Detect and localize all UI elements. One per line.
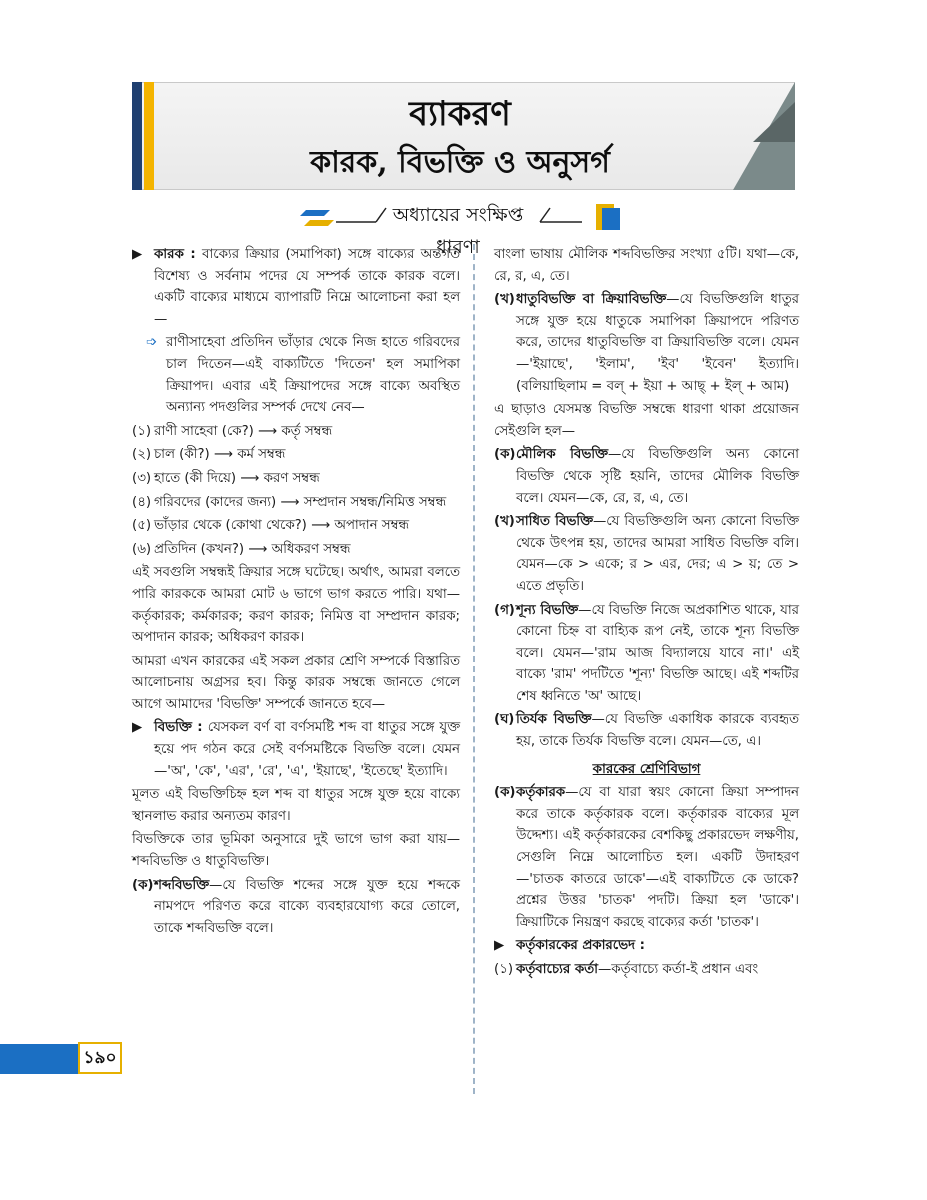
right-column [494, 244, 799, 983]
list-item: (৫) ভাঁড়ার থেকে (কোথা থেকে?) ⟶ অপাদান সম্বন্ধ [132, 518, 409, 534]
page-number: ১৯০ [78, 1042, 122, 1074]
tiryak-bibhakti: (ঘ) তির্যক বিভক্তি—যে বিভক্তি একাধিক কারকে ব্যবহৃত হয়, তাকে তির্যক বিভক্তি বলে। যেমন—তে, এ। [494, 712, 799, 750]
summary-label: অধ্যায়ের সংক্ষিপ্ত ধারণা [392, 204, 524, 258]
bibhakti-note: মূলত এই বিভক্তিচিহ্ন হল শব্দ বা ধাতুর সঙ্গে যুক্ত হয়ে বাক্যে স্থানলাভ করার অন্যতম কারণ। [132, 787, 460, 824]
shabda-bibhakti: (ক) শব্দবিভক্তি—যে বিভক্তি শব্দের সঙ্গে যুক্ত হয়ে শব্দকে নামপদে পরিণত করে বাক্যে ব্যবহারযোগ্য করে তোলে, তাকে শব্দবিভক্তি বলে। [132, 877, 460, 936]
moulik-count: বাংলা ভাষায় মৌলিক শব্দবিভক্তির সংখ্যা ৫টি। যথা—কে, রে, র, এ, তে। [494, 247, 799, 284]
moulik-bibhakti: (ক) মৌলিক বিভক্তি—যে বিভক্তিগুলি অন্য কোনো বিভক্তি থেকে সৃষ্টি হয়নি, তাদের মৌলিক বিভক্তি বলে। যেমন—কে, রে, র, এ, তে। [494, 447, 799, 506]
kartri-types-heading: ▶ কর্তৃকারকের প্রকারভেদ : [494, 935, 799, 957]
bibhakti-definition: ▶ বিভক্তি : যেসকল বর্ণ বা বর্ণসমষ্টি শব্দ বা ধাতুর সঙ্গে যুক্ত হয়ে পদ গঠন করে সেই বর্ণসমষ্টিকে বিভক্তি বলে। যেমন—'অ', 'কে', 'এর', 'রে', 'এ', 'ইয়াছে', 'ইতেছে' ইত্যাদি। [132, 717, 460, 782]
list-item: (৬) প্রতিদিন (কখন?) ⟶ অধিকরণ সম্বন্ধ [132, 541, 351, 557]
header-navy-bar [132, 82, 142, 190]
karak-count-paragraph: এই সবগুলি সম্বন্ধই ক্রিয়ার সঙ্গে ঘটেছে। অর্থাৎ, আমরা বলতে পারি কারককে আমরা মোট ৬ ভাগে ভাগ করতে পারি। যথা—কর্তৃকারক; কর্মকারক; করণ কারক; নিমিত্ত বা সম্প্রদান কারক; অপাদান কারক; অধিকরণ কারক। [132, 565, 460, 646]
transition-paragraph: আমরা এখন কারকের এই সকল প্রকার শ্রেণি সম্পর্কে বিস্তারিত আলোচনায় অগ্রসর হব। কিন্তু কারক সম্বন্ধে জানতে গেলে আগে আমাদের 'বিভক্তি' সম্পর্কে জানতে হবে— [132, 653, 460, 712]
kartri-karak: (ক) কর্তৃকারক—যে বা যারা স্বয়ং কোনো ক্রিয়া সম্পাদন করে তাকে কর্তৃকারক বলে। কর্তৃকারক বাক্যের মূল উদ্দেশ্য। এই কর্তৃকারকের বেশকিছু প্রকারভেদ লক্ষণীয়, সেগুলি নিম্নে আলোচিত হল। একটি উদাহরণ—'চাতক কাতরে ডাকে'—এই বাক্যটিতে কে ডাকে? প্রশ্নের উত্তর 'চাতক' পদটি। ক্রিয়া হল 'ডাকে'। ক্রিয়াটিকে নিয়ন্ত্রণ করছে বাক্যের কর্তা 'চাতক'। [494, 785, 799, 930]
header-yellow-bar [144, 82, 154, 190]
list-item: (৪) গরিবদের (কাদের জন্য) ⟶ সম্প্রদান সম্বন্ধ/নিমিত্ত সম্বন্ধ [132, 494, 446, 510]
bullet-triangle-icon: ▶ [132, 247, 143, 262]
other-bibhakti-intro: এ ছাড়াও যেসমস্ত বিভক্তি সম্বন্ধে ধারণা থাকা প্রয়োজন সেইগুলি হল— [494, 402, 799, 439]
chapter-subtitle: কারক, বিভক্তি ও অনুসর্গ [310, 145, 610, 180]
header-corner-decoration [733, 82, 795, 190]
bibhakti-division: বিভক্তিকে তার ভূমিকা অনুসারে দুই ভাগে ভাগ করা যায়—শব্দবিভক্তি ও ধাতুবিভক্তি। [132, 832, 460, 870]
list-item: (১) রাণী সাহেবা (কে?) ⟶ কর্তৃ সম্বন্ধ [132, 423, 332, 439]
bullet-triangle-icon: ▶ [494, 938, 505, 954]
page-number-bar [0, 1044, 78, 1074]
example-paragraph: ➩ রাণীসাহেবা প্রতিদিন ভাঁড়ার থেকে নিজ হাতে গরিবদের চাল দিতেন—এই বাক্যটিতে 'দিতেন' হল সমাপিকা ক্রিয়াপদ। এবার এই ক্রিয়াপদের সঙ্গে বাক্যে অবস্থিত অন্যান্য পদগুলির সম্পর্ক দেখে নেব— [132, 332, 460, 418]
list-item: (২) চাল (কী?) ⟶ কর্ম সম্বন্ধ [132, 447, 286, 463]
list-item: (৩) হাতে (কী দিয়ে) ⟶ করণ সম্বন্ধ [132, 470, 320, 486]
pointer-icon: ➩ [146, 335, 158, 351]
karak-definition: ▶ কারক : বাক্যের ক্রিয়ার (সমাপিকা) সঙ্গে বাক্যের অন্তর্গত বিশেষ্য ও সর্বনাম পদের যে সম্পর্ক তাকে কারক বলে। একটি বাক্যের মাধ্যমে ব্যাপারটি নিম্নে আলোচনা করা হল— [132, 244, 460, 330]
shunya-bibhakti: (গ) শূন্য বিভক্তি—যে বিভক্তি নিজে অপ্রকাশিত থাকে, যার কোনো চিহ্ন বা বাহ্যিক রূপ নেই, তাকে শূন্য বিভক্তি বলে। যেমন—'রাম আজ বিদ্যালয়ে যাবে না।' এই বাক্যে 'রাম' পদটিতে 'শূন্য' বিভক্তি আছে। এই শব্দটির শেষ ধ্বনিতে 'অ' আছে। [494, 602, 800, 704]
sadhit-bibhakti: (খ) সাধিত বিভক্তি—যে বিভক্তিগুলি অন্য কোনো বিভক্তি থেকে উৎপন্ন হয়, তাদের আমরা সাধিত বিভক্তি বলি। যেমন—কে > একে; র > এর, দের; এ > য়; তে > এতে প্রভৃতি। [494, 514, 799, 594]
left-column [132, 244, 460, 941]
bullet-triangle-icon: ▶ [132, 720, 143, 736]
dhatu-bibhakti: (খ) ধাতুবিভক্তি বা ক্রিয়াবিভক্তি—যে বিভক্তিগুলি ধাতুর সঙ্গে যুক্ত হয়ে ধাতুকে সমাপিকা ক্রিয়াপদে পরিণত করে, তাদের ধাতুবিভক্তি বা ক্রিয়াবিভক্তি বলে। যেমন—'ইয়াছে', 'ইলাম', 'ইব' 'ইবেন' ইত্যাদি। (বলিয়াছিলাম = বল্ + ইয়া + আছ্ + ইল্ + আম) [494, 292, 799, 394]
kartri-type-1: (১) কর্তৃবাচ্যের কর্তা—কর্তৃবাচ্যে কর্তা-ই প্রধান এবং [494, 962, 759, 977]
section-heading: কারকের শ্রেণিবিভাগ [592, 761, 701, 777]
chapter-title: ব্যাকরণ [409, 94, 511, 134]
column-divider [473, 244, 475, 1094]
